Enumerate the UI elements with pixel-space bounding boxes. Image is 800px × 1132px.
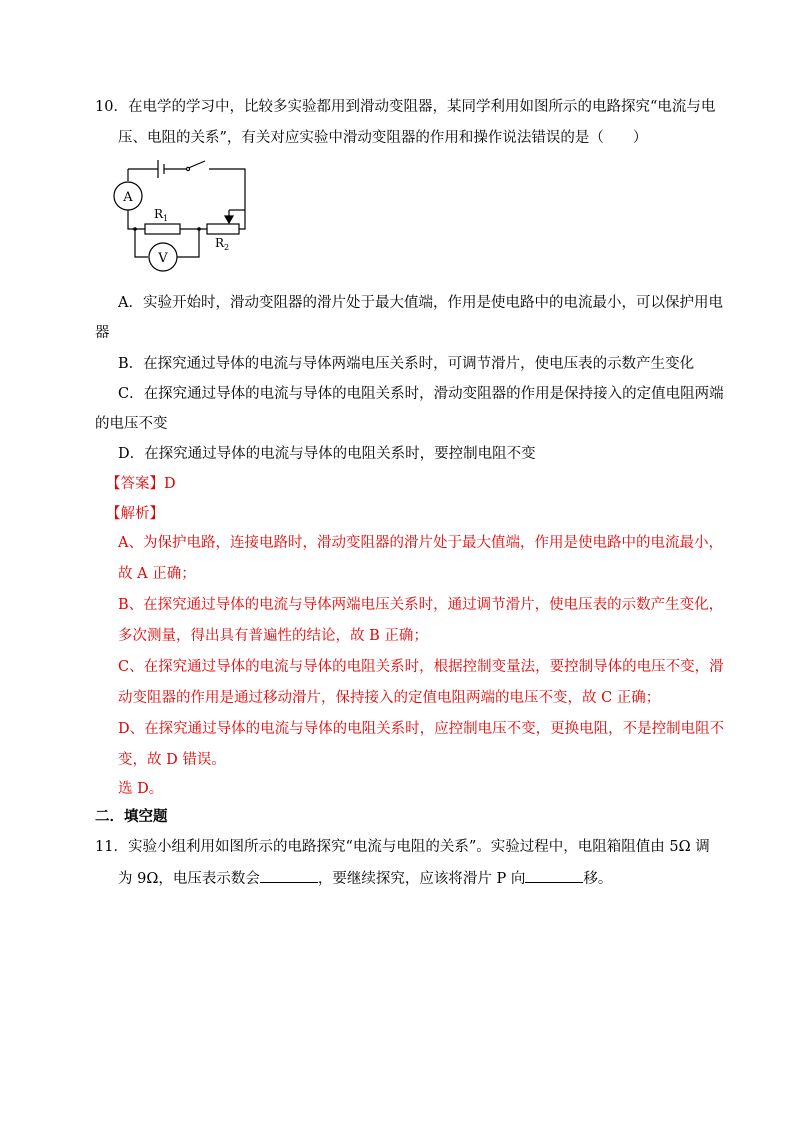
voltmeter-label: V	[158, 251, 168, 266]
question-11-line2	[118, 868, 612, 889]
analysis-line-7: D、在探究通过导体的电流与导体的电阻关系时，应控制电压不变，更换电阻，不是控制电阻不	[118, 721, 725, 737]
analysis-line-6: 动变阻器的作用是通过移动滑片，保持接入的定值电阻两端的电压不变，故 C 正确；	[118, 690, 661, 706]
analysis-line-9: 选 D。	[118, 781, 164, 797]
analysis-line-2: 故 A 正确；	[118, 566, 196, 582]
r2-subscript: 2	[224, 243, 230, 252]
junction-dot-left	[133, 227, 137, 231]
analysis-line-4: 多次测量，得出具有普遍性的结论，故 B 正确；	[118, 628, 428, 644]
r1-label: R	[154, 207, 164, 221]
question-11-line2-part1: 为 9Ω，电压表示数会	[118, 871, 260, 887]
analysis-line-8: 变，故 D 错误。	[118, 752, 226, 768]
answer: 【答案】D	[106, 476, 176, 492]
question-11-line2-part2: ，要继续探究，应该将滑片 P 向	[317, 871, 526, 887]
question-10-stem-line2: 压、电阻的关系”，有关对应实验中滑动变阻器的作用和操作说法错误的是（ ）	[118, 130, 648, 146]
section-title-fill-in: 二．填空题	[95, 808, 168, 825]
analysis-title: 【解析】	[106, 506, 164, 522]
resistor-r1	[145, 224, 180, 234]
analysis-line-3: B、在探究通过导体的电流与导体两端电压关系时，通过调节滑片，使电压表的示数产生变化，	[118, 597, 724, 613]
answer-blank-1[interactable]	[260, 868, 318, 883]
rheostat-slider-arrow	[225, 216, 233, 223]
question-11-line2-part3: 移。	[583, 871, 613, 887]
option-c-line1: C．在探究通过导体的电流与导体的电阻关系时，滑动变阻器的作用是保持接入的定值电阻两端	[118, 386, 724, 402]
analysis-line-5: C、在探究通过导体的电流与导体的电阻关系时，根据控制变量法，要控制导体的电压不变，滑	[118, 659, 724, 675]
option-c-line2: 的电压不变	[95, 416, 168, 432]
analysis-line-1: A、为保护电路，连接电路时，滑动变阻器的滑片处于最大值端，作用是使电路中的电流最小，	[118, 535, 723, 551]
option-d: D．在探究通过导体的电流与导体的电阻关系时，要控制电阻不变	[118, 446, 536, 462]
r1-subscript: 1	[163, 214, 169, 223]
option-b: B．在探究通过导体的电流与导体两端电压关系时，可调节滑片，使电压表的示数产生变化	[118, 356, 695, 372]
question-11-line1: 11．实验小组利用如图所示的电路探究“电流与电阻的关系”。实验过程中，电阻箱阻值由 5Ω 调	[95, 839, 710, 855]
switch-contact	[186, 167, 189, 170]
option-a-line2: 器	[95, 325, 110, 341]
answer-blank-2[interactable]	[525, 868, 583, 883]
circuit-diagram	[110, 152, 255, 272]
question-10-stem-line1: 10．在电学的学习中，比较多实验都用到滑动变阻器，某同学利用如图所示的电路探究“电流与电	[95, 99, 716, 115]
ammeter-label: A	[123, 190, 133, 205]
junction-dot-right	[197, 227, 201, 231]
option-a-line1: A．实验开始时，滑动变阻器的滑片处于最大值端，作用是使电路中的电流最小，可以保护用电	[118, 295, 723, 311]
rheostat-r2	[207, 224, 239, 234]
r2-label: R	[215, 236, 225, 250]
